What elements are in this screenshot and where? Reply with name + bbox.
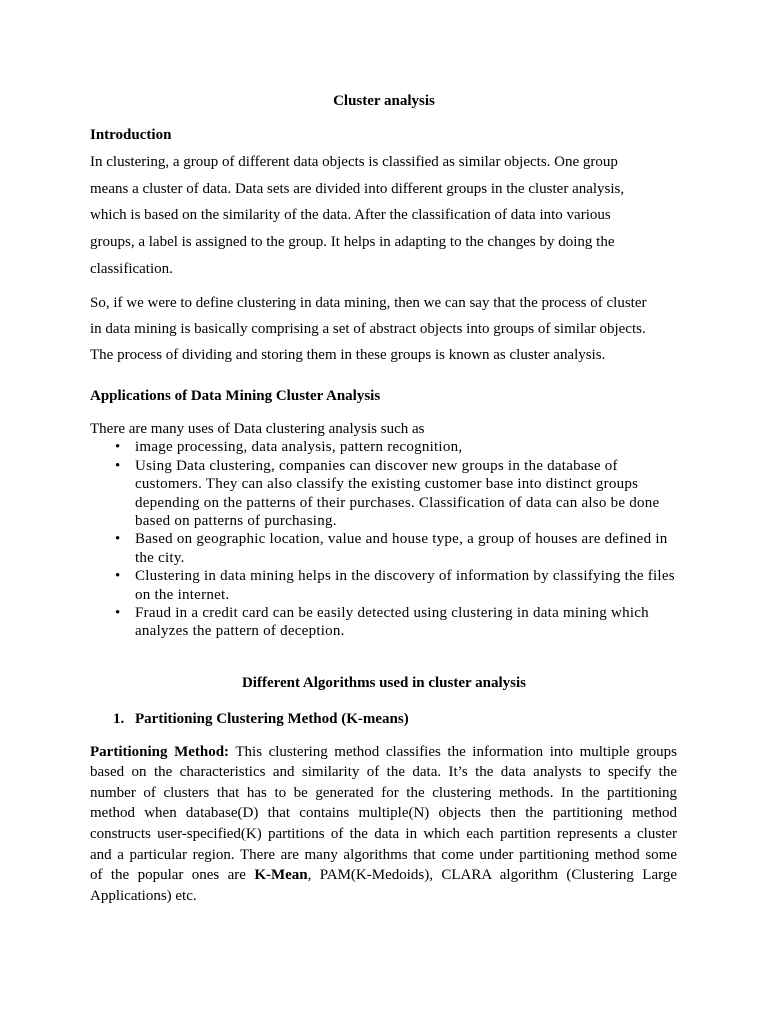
text-line: The process of dividing and storing them in these groups is known as cluster analysis.	[90, 347, 606, 363]
bold-term: Partitioning Method:	[90, 743, 230, 760]
text-line: groups, a label is assigned to the group. It helps in adapting to the changes by doing the	[90, 234, 615, 251]
intro-paragraph-2	[90, 290, 677, 368]
list-number: 1.	[113, 711, 125, 727]
text-line: Applications) etc.	[90, 887, 197, 904]
bullet-text-line: analyzes the pattern of deception.	[135, 623, 345, 640]
numbered-list-item	[90, 709, 677, 729]
text-line: number of clusters that has to be generated for the clustering methods. In the partitioning	[90, 784, 677, 801]
bullet-item	[90, 457, 690, 531]
bullet-text-line: Based on geographic location, value and house type, a group of houses are defined in	[135, 531, 668, 548]
text-line: based on the characteristics and similarity of the data. It’s the data analysts to specify the	[90, 764, 677, 781]
bullet-marker: •	[115, 531, 121, 548]
applications-block	[90, 420, 690, 641]
text-line: in data mining is basically comprising a set of abstract objects into groups of similar objects.	[90, 321, 646, 337]
text-line: which is based on the similarity of the data. After the classification of data into various	[90, 207, 611, 224]
applications-lead: There are many uses of Data clustering analysis such as	[90, 421, 425, 437]
bullet-text-line: image processing, data analysis, pattern recognition,	[135, 439, 463, 456]
bullet-text-line: on the internet.	[135, 586, 230, 603]
text-run: , PAM(K-Medoids), CLARA algorithm (Clustering Large	[307, 867, 678, 884]
bullet-text-line: Using Data clustering, companies can discover new groups in the database of	[135, 457, 618, 474]
bullet-marker: •	[115, 568, 121, 585]
bullet-text-line: based on patterns of purchasing.	[135, 513, 337, 530]
bullet-item	[90, 567, 690, 604]
bullet-marker: •	[115, 457, 121, 474]
section-heading-introduction: Introduction	[90, 127, 172, 143]
document-title: Cluster analysis	[333, 93, 435, 109]
text-line	[90, 742, 677, 763]
text-line: So, if we were to define clustering in data mining, then we can say that the process of cluster	[90, 295, 647, 311]
text-run: of the popular ones are	[90, 867, 246, 884]
intro-paragraph-1	[90, 149, 677, 283]
text-line: constructs user-specified(K) partitions of the data in which each partition represents a cluster	[90, 826, 677, 843]
bullet-text-line: depending on the patterns of their purchases. Classification of data can also be done	[135, 494, 660, 511]
partitioning-paragraph	[90, 742, 677, 907]
bullet-text-line: customers. They can also classify the existing customer base into distinct groups	[135, 476, 639, 493]
text-run: This clustering method classifies the information into multiple groups	[235, 743, 677, 760]
bullet-item	[90, 530, 690, 567]
section-heading-algorithms: Different Algorithms used in cluster analysis	[241, 675, 527, 691]
section-heading-applications: Applications of Data Mining Cluster Analysis	[90, 388, 381, 404]
bullet-text-line: Clustering in data mining helps in the discovery of information by classifying the files	[135, 568, 675, 585]
bullet-item	[90, 438, 690, 456]
bullet-text-line: Fraud in a credit card can be easily detected using clustering in data mining which	[135, 605, 649, 622]
text-line: means a cluster of data. Data sets are divided into different groups in the cluster analysis,	[90, 180, 625, 197]
bullet-marker: •	[115, 605, 121, 622]
bullet-text-line: the city.	[135, 549, 185, 566]
list-item-title: Partitioning Clustering Method (K-means)	[135, 711, 409, 727]
bold-emphasis: K-Mean	[254, 867, 308, 884]
text-line	[90, 865, 677, 886]
text-line: and a particular region. There are many algorithms that come under partitioning method some	[90, 846, 677, 863]
bullet-marker: •	[115, 439, 121, 456]
text-line: In clustering, a group of different data objects is classified as similar objects. One group	[90, 154, 618, 170]
text-line: classification.	[90, 260, 173, 277]
bullet-list	[90, 438, 690, 640]
text-line: method when database(D) that contains multiple(N) objects then the partitioning method	[90, 805, 677, 822]
bullet-item	[90, 604, 690, 641]
